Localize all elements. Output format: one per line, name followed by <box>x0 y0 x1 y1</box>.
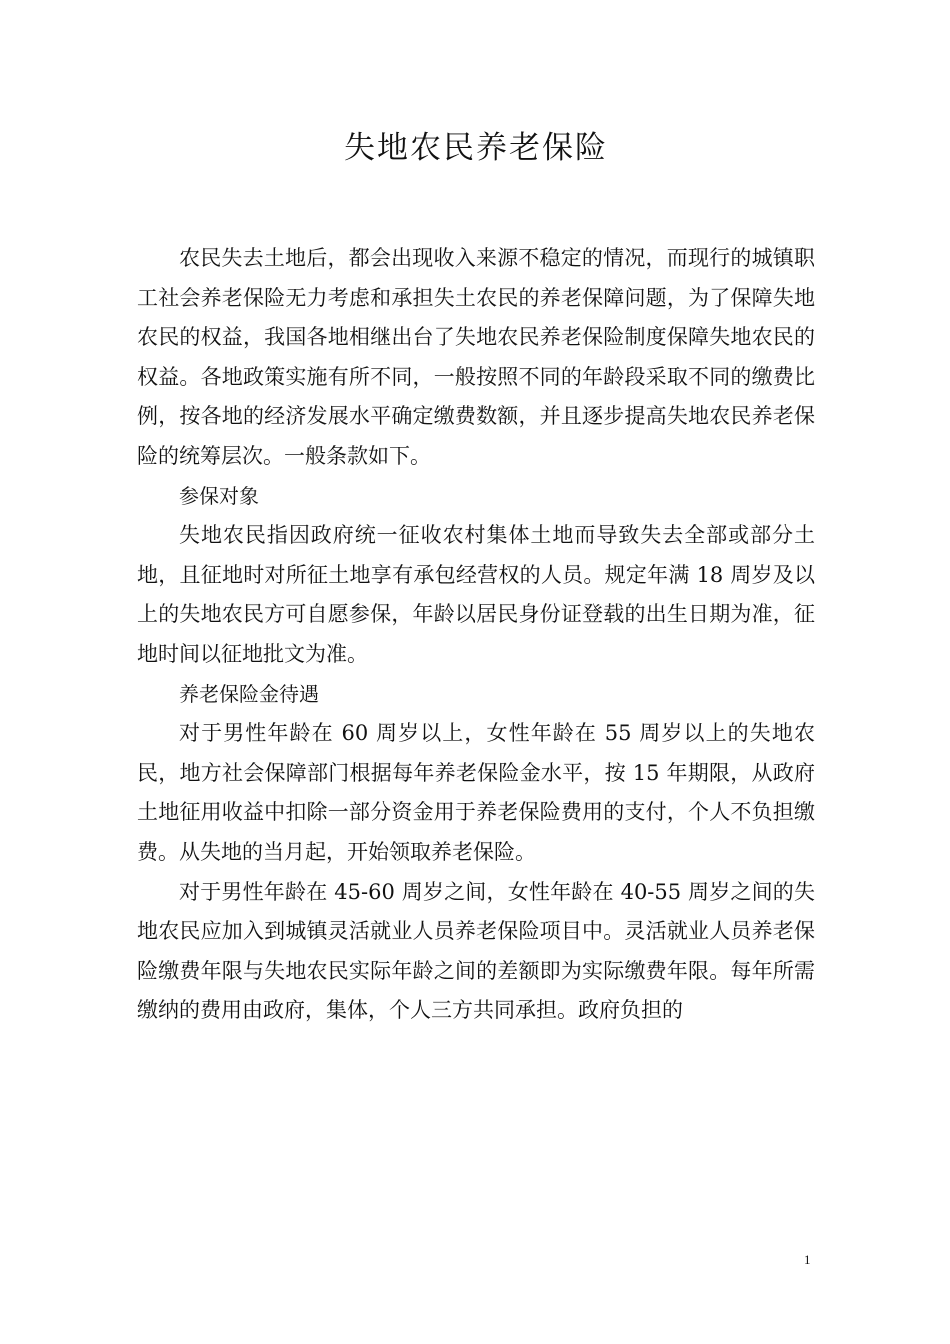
intro-paragraph: 农民失去土地后，都会出现收入来源不稳定的情况，而现行的城镇职工社会养老保险无力考虑和承担失土农民的养老保障问题，为了保障失地农民的权益，我国各地相继出台了失地农民养老保险制度保障失地农民的权益。各地政策实施有所不同，一般按照不同的年龄段采取不同的缴费比例，按各地的经济发展水平确定缴费数额，并且逐步提高失地农民养老保险的统筹层次。一般条款如下。 <box>137 246 815 468</box>
section-heading-benefits: 养老保险金待遇 <box>179 681 319 706</box>
section-heading-insured: 参保对象 <box>179 483 259 508</box>
document-title: 失地农民养老保险 <box>344 130 608 166</box>
document-body <box>137 239 815 1031</box>
benefits-paragraph-2: 对于男性年龄在 45-60 周岁之间，女性年龄在 40-55 周岁之间的失地农民应加入到城镇灵活就业人员养老保险项目中。灵活就业人员养老保险缴费年限与失地农民实际年龄之间的差额即为实际缴费年限。每年所需缴纳的费用由政府，集体，个人三方共同承担。政府负担的 <box>137 879 815 1023</box>
benefits-paragraph-1: 对于男性年龄在 60 周岁以上，女性年龄在 55 周岁以上的失地农民，地方社会保障部门根据每年养老保险金水平，按 15 年期限，从政府土地征用收益中扣除一部分资金用于养老保险费用的支付，个人不负担缴费。从失地的当月起，开始领取养老保险。 <box>137 721 815 864</box>
insured-paragraph: 失地农民指因政府统一征收农村集体土地而导致失去全部或部分土地，且征地时对所征土地享有承包经营权的人员。规定年满 18 周岁及以上的失地农民方可自愿参保，年龄以居民身份证登载的出生日期为准，征地时间以征地批文为准。 <box>137 523 815 666</box>
page-number: 1 <box>804 1252 811 1267</box>
